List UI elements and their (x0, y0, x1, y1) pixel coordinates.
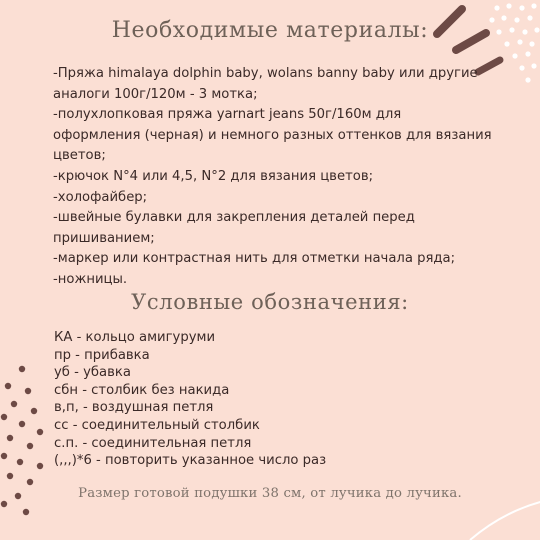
curve-decoration (470, 500, 540, 540)
legend-line: КА - кольцо амигуруми (54, 330, 216, 345)
legend-line: уб - убавка (54, 365, 131, 381)
materials-title: Необходимые материалы: (111, 18, 429, 43)
materials-line: -ножницы. (53, 271, 128, 287)
legend-line: в,п, - воздушная петля (54, 400, 214, 416)
legend-line: с.п. - соединительная петля (54, 435, 252, 451)
legend-line: сбн - столбик без накида (54, 382, 230, 398)
materials-line: -маркер или контрастная нить для отметки начала ряда; (53, 251, 456, 267)
materials-line: цветов; (53, 148, 106, 164)
materials-line: -Пряжа himalaya dolphin baby, wolans banny baby или другие (53, 66, 478, 81)
legend-title: Условные обозначения: (131, 290, 409, 314)
materials-line: -швейные булавки для закрепления деталей перед (53, 210, 415, 226)
materials-line: оформления (черная) и немного разных оттенков для вязания (53, 127, 492, 143)
legend-line: пр - прибавка (54, 347, 150, 363)
materials-line: аналоги 100г/120м - 3 мотка; (53, 86, 258, 102)
materials-line: -полухлопковая пряжа yarnart jeans 50г/160м для (53, 107, 402, 123)
materials-line: -крючок N°4 или 4,5, N°2 для вязания цветов; (53, 168, 374, 184)
materials-list (53, 64, 523, 291)
legend-line: сс - соединительный столбик (54, 417, 260, 433)
legend-line: (,,,)*6 - повторить указанное число раз (54, 453, 327, 469)
legend-list (54, 329, 524, 470)
materials-line: -холофайбер; (53, 189, 148, 205)
materials-line: пришиванием; (53, 230, 155, 246)
pillow-size-note: Размер готовой подушки 38 см, от лучика до лучика. (78, 486, 462, 501)
